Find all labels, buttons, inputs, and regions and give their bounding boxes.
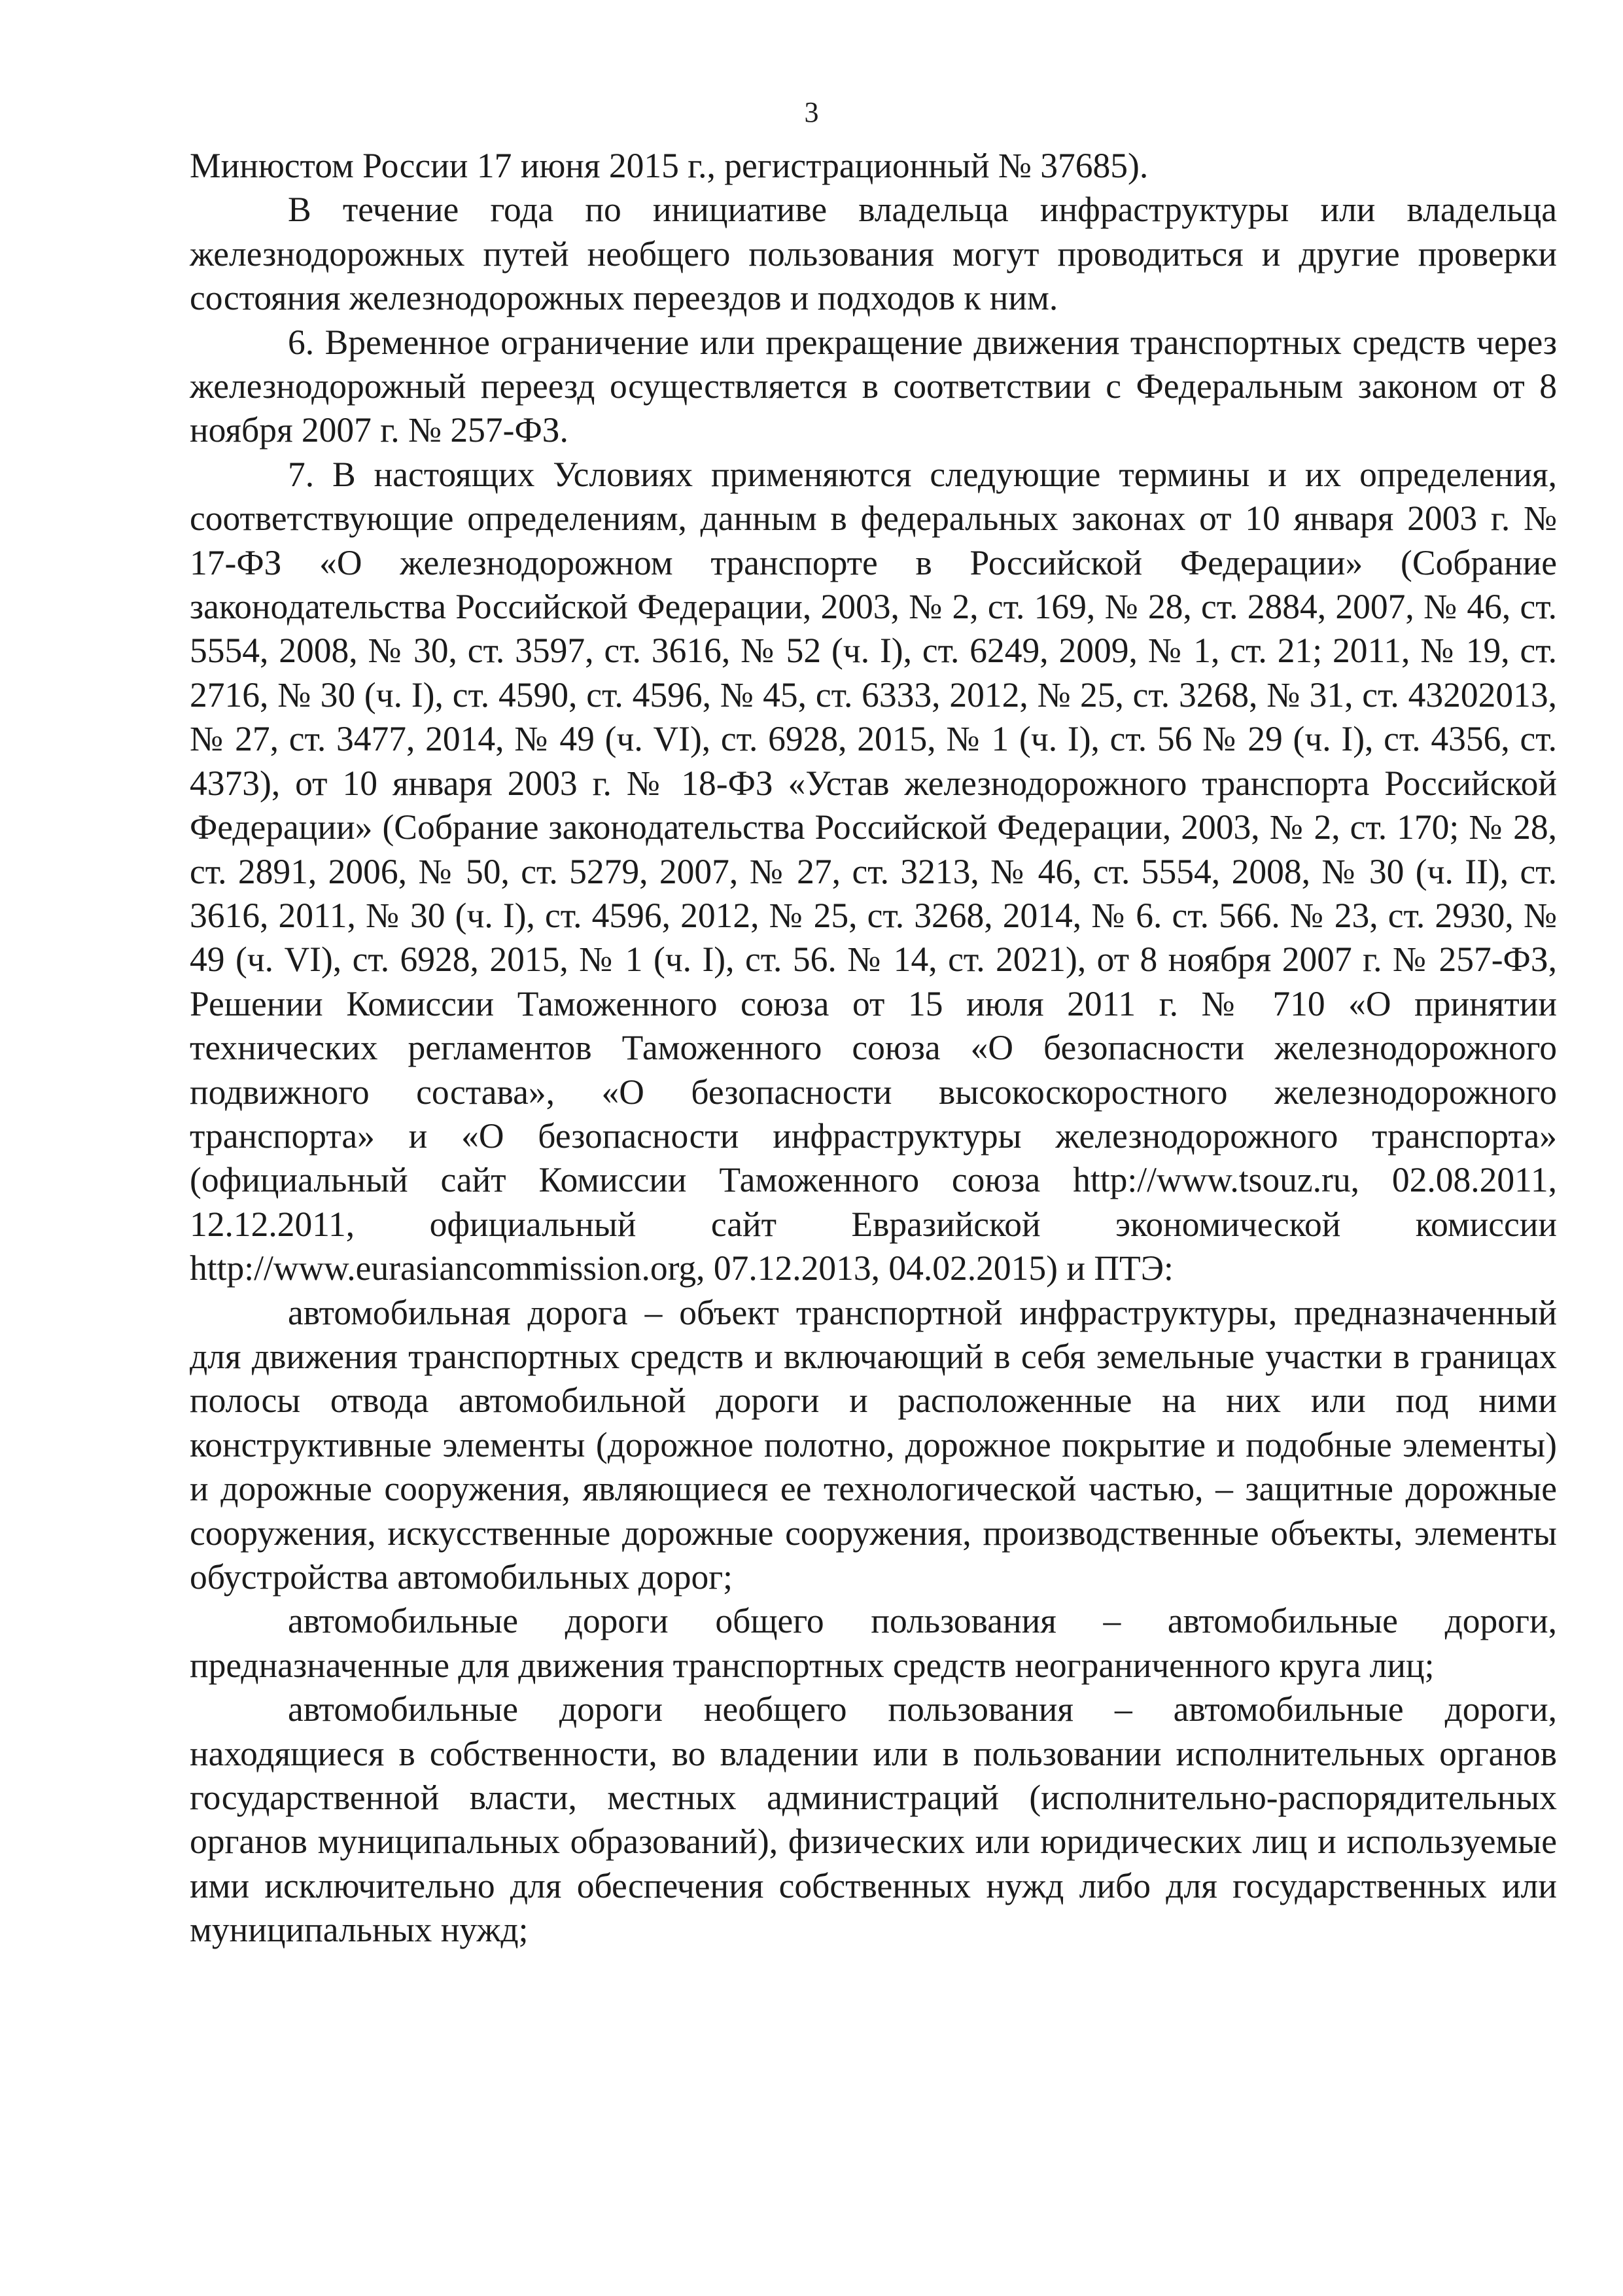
paragraph-item-6: 6. Временное ограничение или прекращение движения транспортных средств через железнодорожный переезд осуществляется в соответствии с Федеральным законом от 8 ноября 2007 г. № 257-ФЗ. xyxy=(190,322,1557,450)
paragraph-continuation: Минюстом России 17 июня 2015 г., регистрационный № 37685). xyxy=(190,146,1149,185)
definition-public-roads: автомобильные дороги общего пользования – автомобильные дороги, предназначенные для движения транспортных средств неограниченного круга лиц; xyxy=(190,1601,1557,1685)
paragraph-item-7: 7. В настоящих Условиях применяются следующие термины и их определения, соответствующие определениям, данным в федеральных законах от 10 января 2003 г. № 17-ФЗ «О железнодорожном транспорте в Российской Федерации» (Собрание законодательства Российской Федерации, 2003, № 2, ст. 169, № 28, ст. 2884, 2007, № 46, ст. 5554, 2008, № 30, ст. 3597, ст. 3616, № 52 (ч. I), ст. 6249, 2009, № 1, ст. 21; 2011, № 19, ст. 2716, № 30 (ч. I), ст. 4590, ст. 4596, № 45, ст. 6333, 2012, № 25, ст. 3268, № 31, ст. 43202013, № 27, ст. 3477, 2014, № 49 (ч. VI), ст. 6928, 2015, № 1 (ч. I), ст. 56 № 29 (ч. I), ст. 4356, ст. 4373), от 10 января 2003 г. № 18-ФЗ «Устав железнодорожного транспорта Российской Федерации» (Собрание законодательства Российской Федерации, 2003, № 2, ст. 170; № 28, ст. 2891, 2006, № 50, ст. 5279, 2007, № 27, ст. 3213, № 46, ст. 5554, 2008, № 30 (ч. II), ст. 3616, 2011, № 30 (ч. I), ст. 4596, 2012, № 25, ст. 3268, 2014, № 6. ст. 566. № 23, ст. 2930, № 49 (ч. VI), ст. 6928, 2015, № 1 (ч. I), ст. 56. № 14, ст. 2021), от 8 ноября 2007 г. № 257-ФЗ, Решении Комиссии Таможенного союза от 15 июля 2011 г. № 710 «О принятии технических регламентов Таможенного союза «О безопасности железнодорожного подвижного состава», «О безопасности высокоскоростного железнодорожного транспорта» и «О безопасности инфраструктуры железнодорожного транспорта» (официальный сайт Комиссии Таможенного союза http://www.tsouz.ru, 02.08.2011, 12.12.2011, официальный сайт Евразийской экономической комиссии http://www.eurasiancommission.org, 07.12.2013, 04.02.2015) и ПТЭ: xyxy=(190,454,1557,1288)
definition-non-public-roads: автомобильные дороги необщего пользования – автомобильные дороги, находящиеся в собственности, во владении или в пользовании исполнительных органов государственной власти, местных администраций (исполнительно-распорядительных органов муниципальных образований), физических или юридических лиц и используемые ими исключительно для обеспечения собственных нужд либо для государственных или муниципальных нужд; xyxy=(190,1689,1557,1950)
document-body xyxy=(190,144,1557,1952)
page-number: 3 xyxy=(804,96,819,128)
definition-road: автомобильная дорога – объект транспортной инфраструктуры, предназначенный для движения транспортных средств и включающий в себя земельные участки в границах полосы отвода автомобильной дороги и расположенные на них или под ними конструктивные элементы (дорожное полотно, дорожное покрытие и подобные элементы) и дорожные сооружения, являющиеся ее технологической частью, – защитные дорожные сооружения, искусственные дорожные сооружения, производственные объекты, элементы обустройства автомобильных дорог; xyxy=(190,1292,1557,1597)
paragraph-inspections: В течение года по инициативе владельца инфраструктуры или владельца железнодорожных путей необщего пользования могут проводиться и другие проверки состояния железнодорожных переездов и подходов к ним. xyxy=(190,190,1557,318)
